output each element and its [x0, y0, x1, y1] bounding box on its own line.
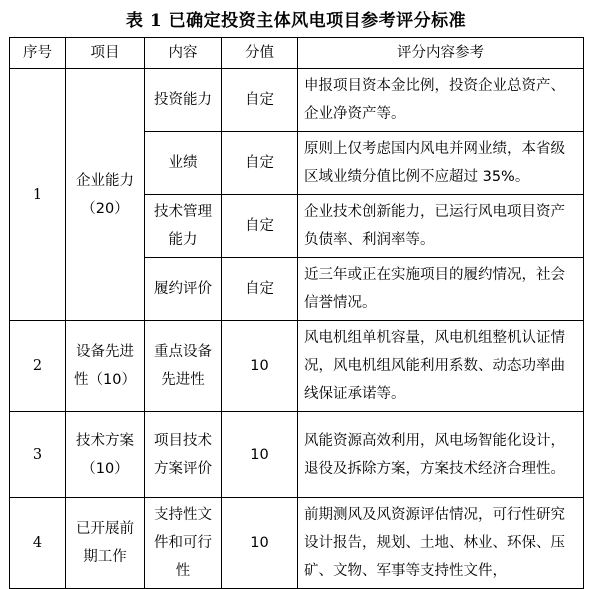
header-reference: 评分内容参考 — [298, 38, 584, 69]
score-cell: 自定 — [222, 132, 298, 195]
content-cell: 技术管理能力 — [145, 195, 222, 258]
reference-cell: 前期测风及风资源评估情况，可行性研究设计报告，规划、土地、林业、环保、压矿、文物、军事等支持性文件， — [298, 498, 584, 589]
reference-cell: 申报项目资本金比例，投资企业总资产、企业净资产等。 — [298, 69, 584, 132]
content-cell: 支持性文件和可行性 — [145, 498, 222, 589]
reference-cell: 近三年或正在实施项目的履约情况，社会信誉情况。 — [298, 258, 584, 321]
row-number: 2 — [10, 321, 66, 412]
score-cell: 自定 — [222, 195, 298, 258]
reference-cell: 原则上仅考虑国内风电并网业绩，本省级区域业绩分值比例不应超过 35%。 — [298, 132, 584, 195]
table-row — [10, 498, 584, 589]
item-name: 已开展前期工作 — [66, 498, 145, 589]
table-title: 表 1 已确定投资主体风电项目参考评分标准 — [125, 11, 467, 31]
score-cell: 10 — [222, 321, 298, 412]
header-content: 内容 — [145, 38, 222, 69]
score-cell: 10 — [222, 412, 298, 498]
header-item: 项目 — [66, 38, 145, 69]
content-cell: 履约评价 — [145, 258, 222, 321]
content-cell: 投资能力 — [145, 69, 222, 132]
row-number: 3 — [10, 412, 66, 498]
scoring-table — [9, 37, 584, 589]
item-name: 设备先进性（10） — [66, 321, 145, 412]
content-cell: 项目技术方案评价 — [145, 412, 222, 498]
score-cell: 10 — [222, 498, 298, 589]
table-row — [10, 69, 584, 132]
header-no: 序号 — [10, 38, 66, 69]
content-cell: 重点设备先进性 — [145, 321, 222, 412]
score-cell: 自定 — [222, 258, 298, 321]
item-name: 企业能力（20） — [66, 69, 145, 321]
row-number: 4 — [10, 498, 66, 589]
reference-cell: 企业技术创新能力，已运行风电项目资产负债率、利润率等。 — [298, 195, 584, 258]
item-name: 技术方案（10） — [66, 412, 145, 498]
score-cell: 自定 — [222, 69, 298, 132]
reference-cell: 风能资源高效利用，风电场智能化设计，退役及拆除方案，方案技术经济合理性。 — [298, 412, 584, 498]
reference-cell: 风电机组单机容量，风电机组整机认证情况，风电机组风能利用系数、动态功率曲线保证承诺等。 — [298, 321, 584, 412]
header-row — [10, 38, 584, 69]
row-number: 1 — [10, 69, 66, 321]
header-score: 分值 — [222, 38, 298, 69]
table-row — [10, 321, 584, 412]
content-cell: 业绩 — [145, 132, 222, 195]
table-row — [10, 412, 584, 498]
